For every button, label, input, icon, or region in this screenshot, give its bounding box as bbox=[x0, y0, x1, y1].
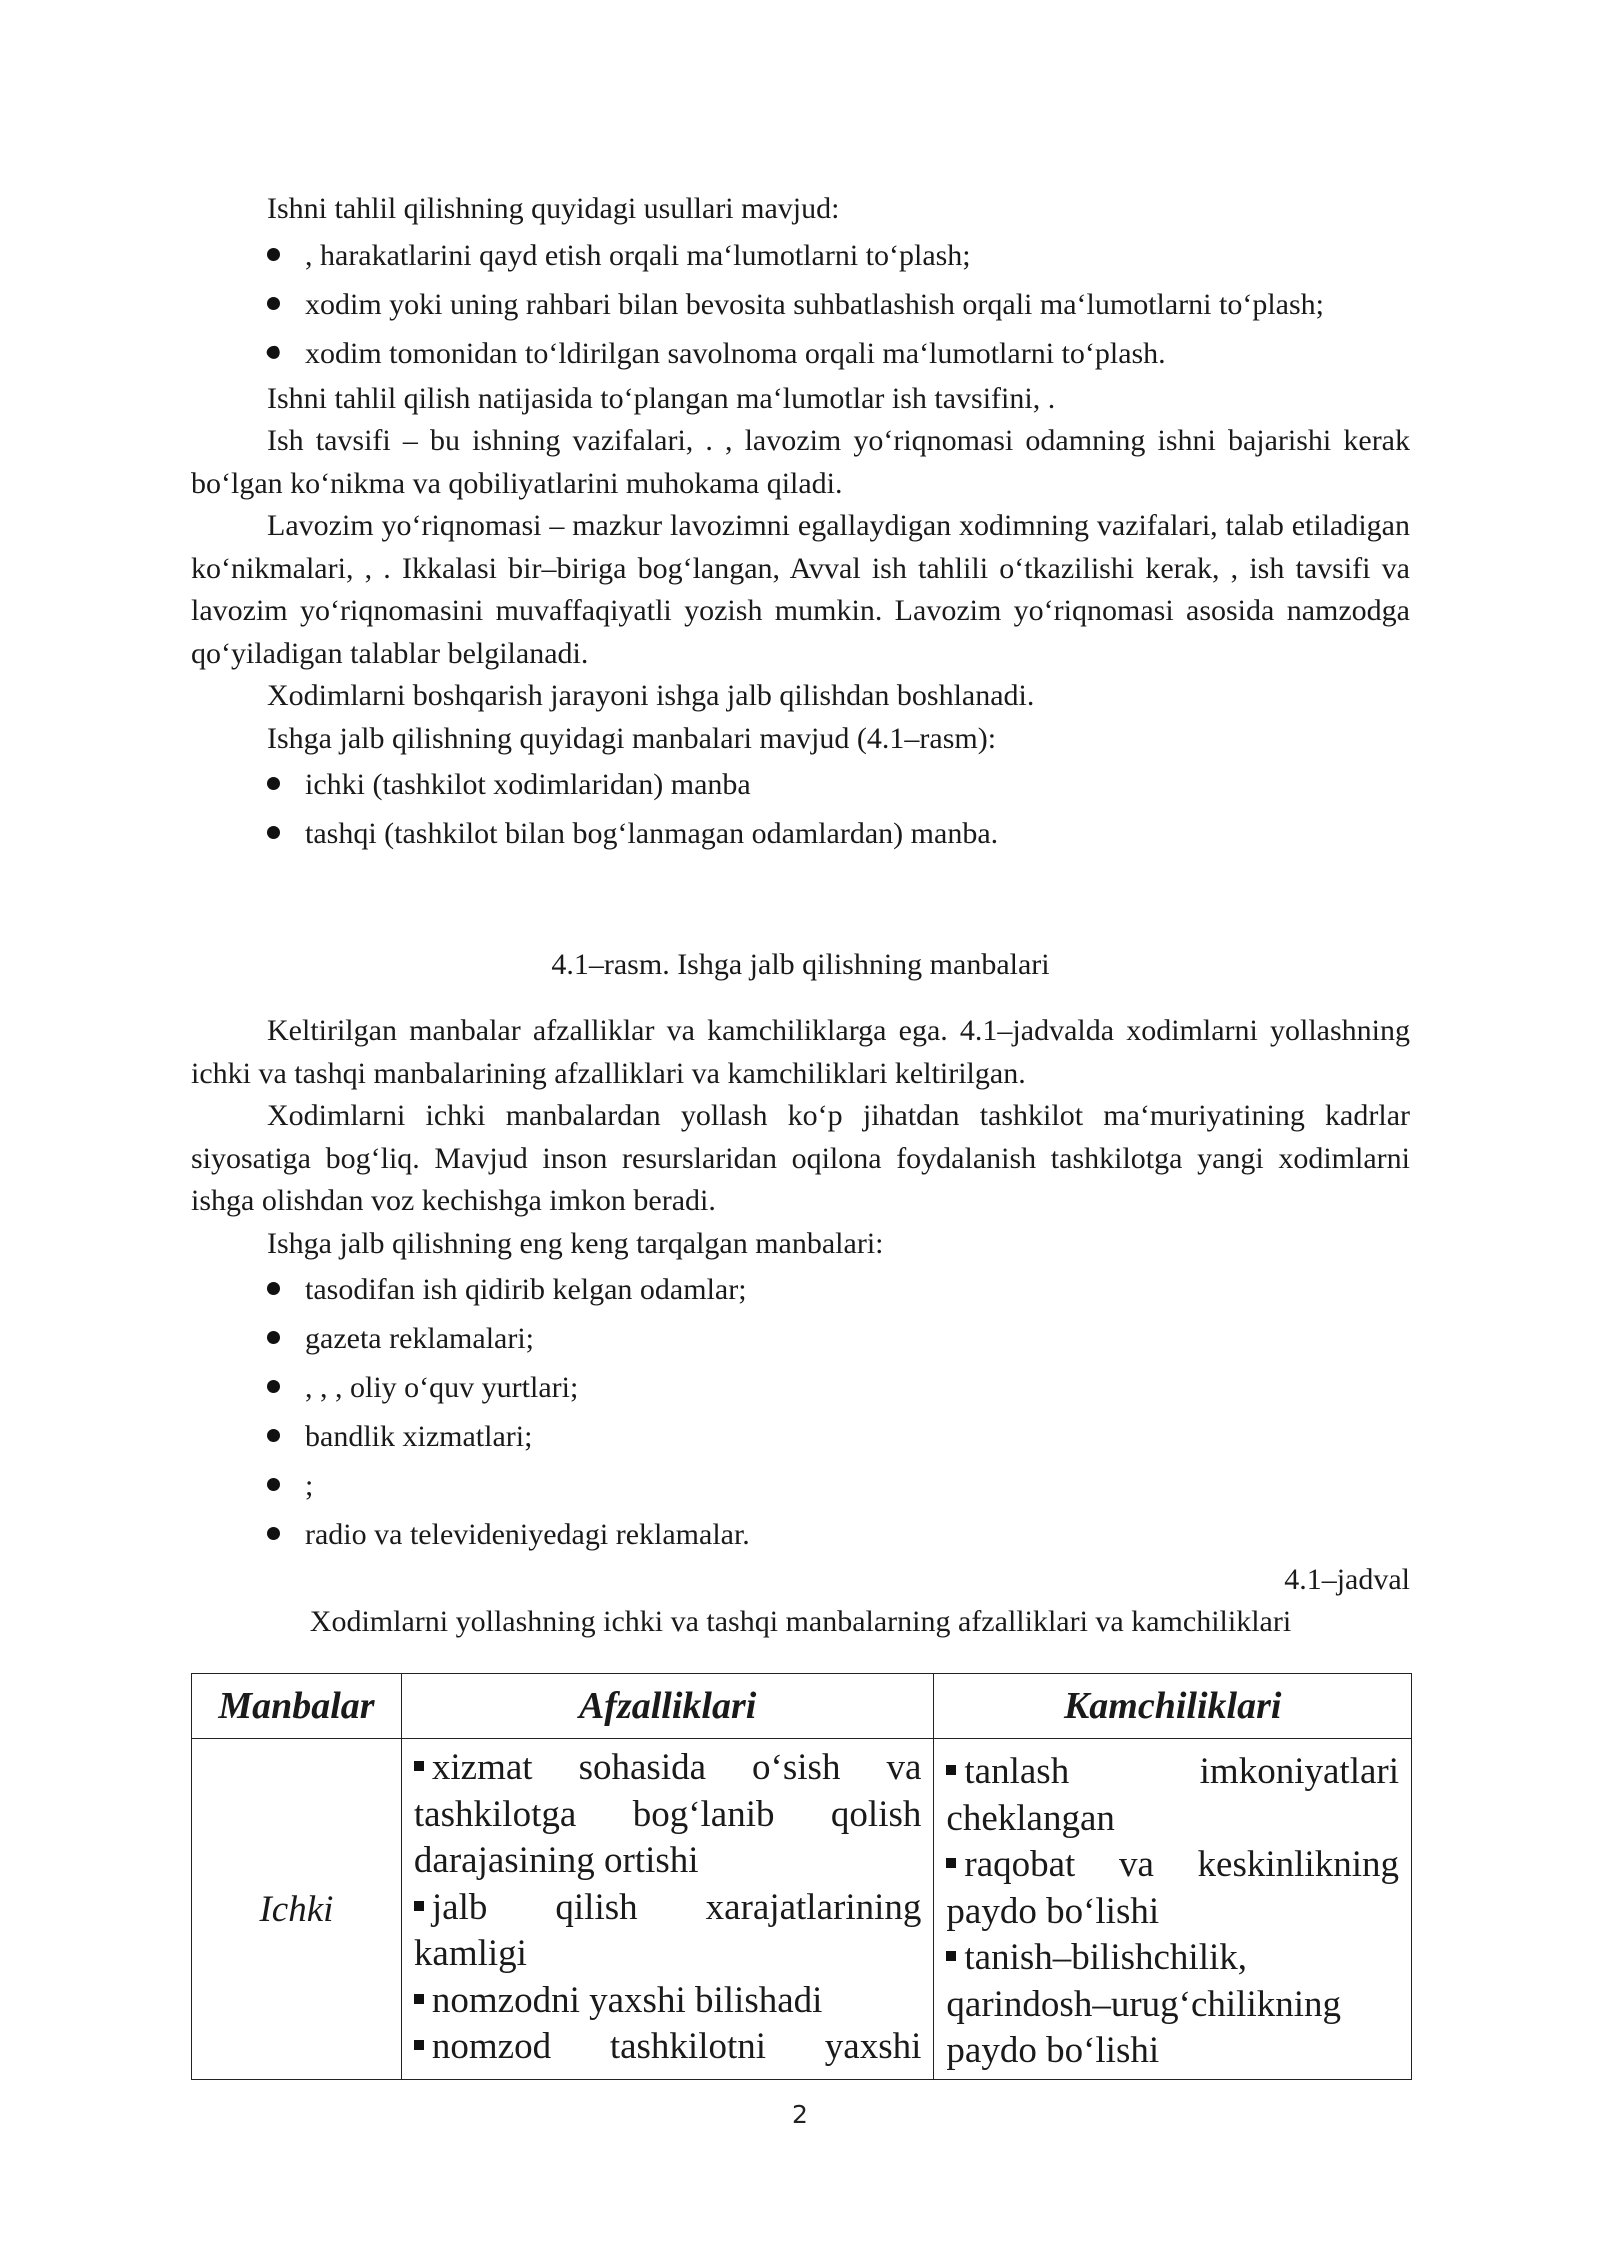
figure-caption: 4.1–rasm. Ishga jalb qilishning manbalari bbox=[551, 948, 1050, 981]
list-item: xizmat sohasida oʻsish va tashkilotga bogʻlanib qolish darajasining ortishi bbox=[413, 1747, 922, 1881]
square-bullet-icon bbox=[946, 1765, 956, 1775]
list-item: nomzodni yaxshi bilishadi bbox=[414, 1978, 921, 2025]
bullet-icon bbox=[267, 826, 280, 839]
source-cell: Ichki bbox=[192, 1739, 402, 2080]
square-bullet-icon bbox=[414, 2040, 424, 2050]
list-item: ; bbox=[191, 1461, 1410, 1510]
advantages-cell bbox=[401, 1739, 933, 2080]
figure-placeholder bbox=[191, 858, 1410, 944]
bullet-icon bbox=[267, 297, 280, 310]
square-bullet-icon bbox=[946, 1858, 956, 1868]
bullet-icon bbox=[267, 777, 280, 790]
sources-list bbox=[191, 760, 1410, 858]
disadvantages-cell bbox=[934, 1739, 1412, 2080]
bullet-icon bbox=[267, 248, 280, 261]
list-item: xodim yoki uning rahbari bilan bevosita suhbatlashish orqali maʻlumotlarni toʻplash; bbox=[191, 280, 1410, 329]
header-disadvantages: Kamchiliklari bbox=[934, 1674, 1412, 1739]
paragraph: Ishga jalb qilishning eng keng tarqalgan manbalari: bbox=[267, 1226, 884, 1260]
list-item: tashqi (tashkilot bilan bogʻlanmagan odamlardan) manba. bbox=[191, 809, 1410, 858]
list-item: xodim tomonidan toʻldirilgan savolnoma orqali maʻlumotlarni toʻplash. bbox=[191, 329, 1410, 378]
paragraph: Xodimlarni ichki manbalardan yollash koʻp jihatdan tashkilot maʻmuriyatining kadrlar siyosatiga bogʻliq. Mavjud inson resurslaridan oqilona foydalanish tashkilotga yangi xodimlarni ishga olishdan voz kechishga imkon beradi. bbox=[191, 1099, 1410, 1217]
paragraph: Keltirilgan manbalar afzalliklar va kamchiliklarga ega. 4.1–jadvalda xodimlarni yollashning ichki va tashqi manbalarining afzalliklari va kamchiliklari keltirilgan. bbox=[191, 1014, 1410, 1090]
list-item: tanish–bilishchilik, qarindosh–urugʻchilikning paydo boʻlishi bbox=[946, 1937, 1341, 2071]
paragraph: Ishni tahlil qilish natijasida toʻplangan maʻlumotlar ish tavsifini, . bbox=[267, 381, 1056, 415]
list-item: , harakatlarini qayd etish orqali maʻlumotlarni toʻplash; bbox=[191, 231, 1410, 280]
header-advantages: Afzalliklari bbox=[401, 1674, 933, 1739]
paragraph: Ish tavsifi – bu ishning vazifalari, . , lavozim yoʻriqnomasi odamning ishni bajarishi kerak boʻlgan koʻnikma va qobiliyatlarini muhokama qiladi. bbox=[191, 424, 1410, 500]
list-item: tasodifan ish qidirib kelgan odamlar; bbox=[191, 1265, 1410, 1314]
list-item: raqobat va keskinlikning paydo boʻlishi bbox=[946, 1844, 1399, 1932]
advantages-table bbox=[191, 1673, 1412, 2080]
bullet-icon bbox=[267, 1478, 280, 1491]
list-item: radio va televideniyedagi reklamalar. bbox=[191, 1510, 1410, 1559]
bullet-icon bbox=[267, 1429, 280, 1442]
paragraph: Lavozim yoʻriqnomasi – mazkur lavozimni egallaydigan xodimning vazifalari, talab etiladigan koʻnikmalari, , . Ikkalasi bir–biriga bogʻlangan, Avval ish tahlili oʻtkazilishi kerak, , ish tavsifi va lavozim yoʻriqnomasini muvaffaqiyatli yozish mumkin. Lavozim yoʻriqnomasi asosida namzodga qoʻyiladigan talablar belgilanadi. bbox=[191, 509, 1410, 670]
list-item: , , , oliy oʻquv yurtlari; bbox=[191, 1363, 1410, 1412]
list-item: gazeta reklamalari; bbox=[191, 1314, 1410, 1363]
list-item: ichki (tashkilot xodimlaridan) manba bbox=[191, 760, 1410, 809]
table-header-row bbox=[192, 1674, 1412, 1739]
paragraph: Ishga jalb qilishning quyidagi manbalari mavjud (4.1–rasm): bbox=[267, 721, 997, 755]
square-bullet-icon bbox=[414, 1901, 424, 1911]
methods-intro: Ishni tahlil qilishning quyidagi usullari mavjud: bbox=[267, 192, 840, 225]
table-title: Xodimlarni yollashning ichki va tashqi manbalarning afzalliklari va kamchiliklari bbox=[309, 1605, 1292, 1638]
list-item: nomzod tashkilotni yaxshi bbox=[414, 2024, 921, 2071]
list-item: bandlik xizmatlari; bbox=[191, 1412, 1410, 1461]
common-sources-list bbox=[191, 1265, 1410, 1559]
paragraph: Xodimlarni boshqarish jarayoni ishga jalb qilishdan boshlanadi. bbox=[267, 679, 1035, 712]
table-row bbox=[192, 1739, 1412, 2080]
square-bullet-icon bbox=[414, 1994, 424, 2004]
methods-list bbox=[191, 231, 1410, 378]
bullet-icon bbox=[267, 1331, 280, 1344]
square-bullet-icon bbox=[414, 1761, 424, 1771]
table-label: 4.1–jadval bbox=[1284, 1563, 1410, 1596]
header-sources: Manbalar bbox=[192, 1674, 402, 1739]
bullet-icon bbox=[267, 1380, 280, 1393]
page-number: 2 bbox=[792, 2100, 808, 2129]
square-bullet-icon bbox=[946, 1951, 956, 1961]
bullet-icon bbox=[267, 1527, 280, 1540]
list-item: jalb qilish xarajatlarining kamligi bbox=[413, 1886, 922, 1974]
list-item: tanlash imkoniyatlari cheklangan bbox=[946, 1751, 1399, 1839]
document-page bbox=[191, 188, 1410, 2080]
bullet-icon bbox=[265, 343, 283, 361]
bullet-icon bbox=[267, 1282, 280, 1295]
